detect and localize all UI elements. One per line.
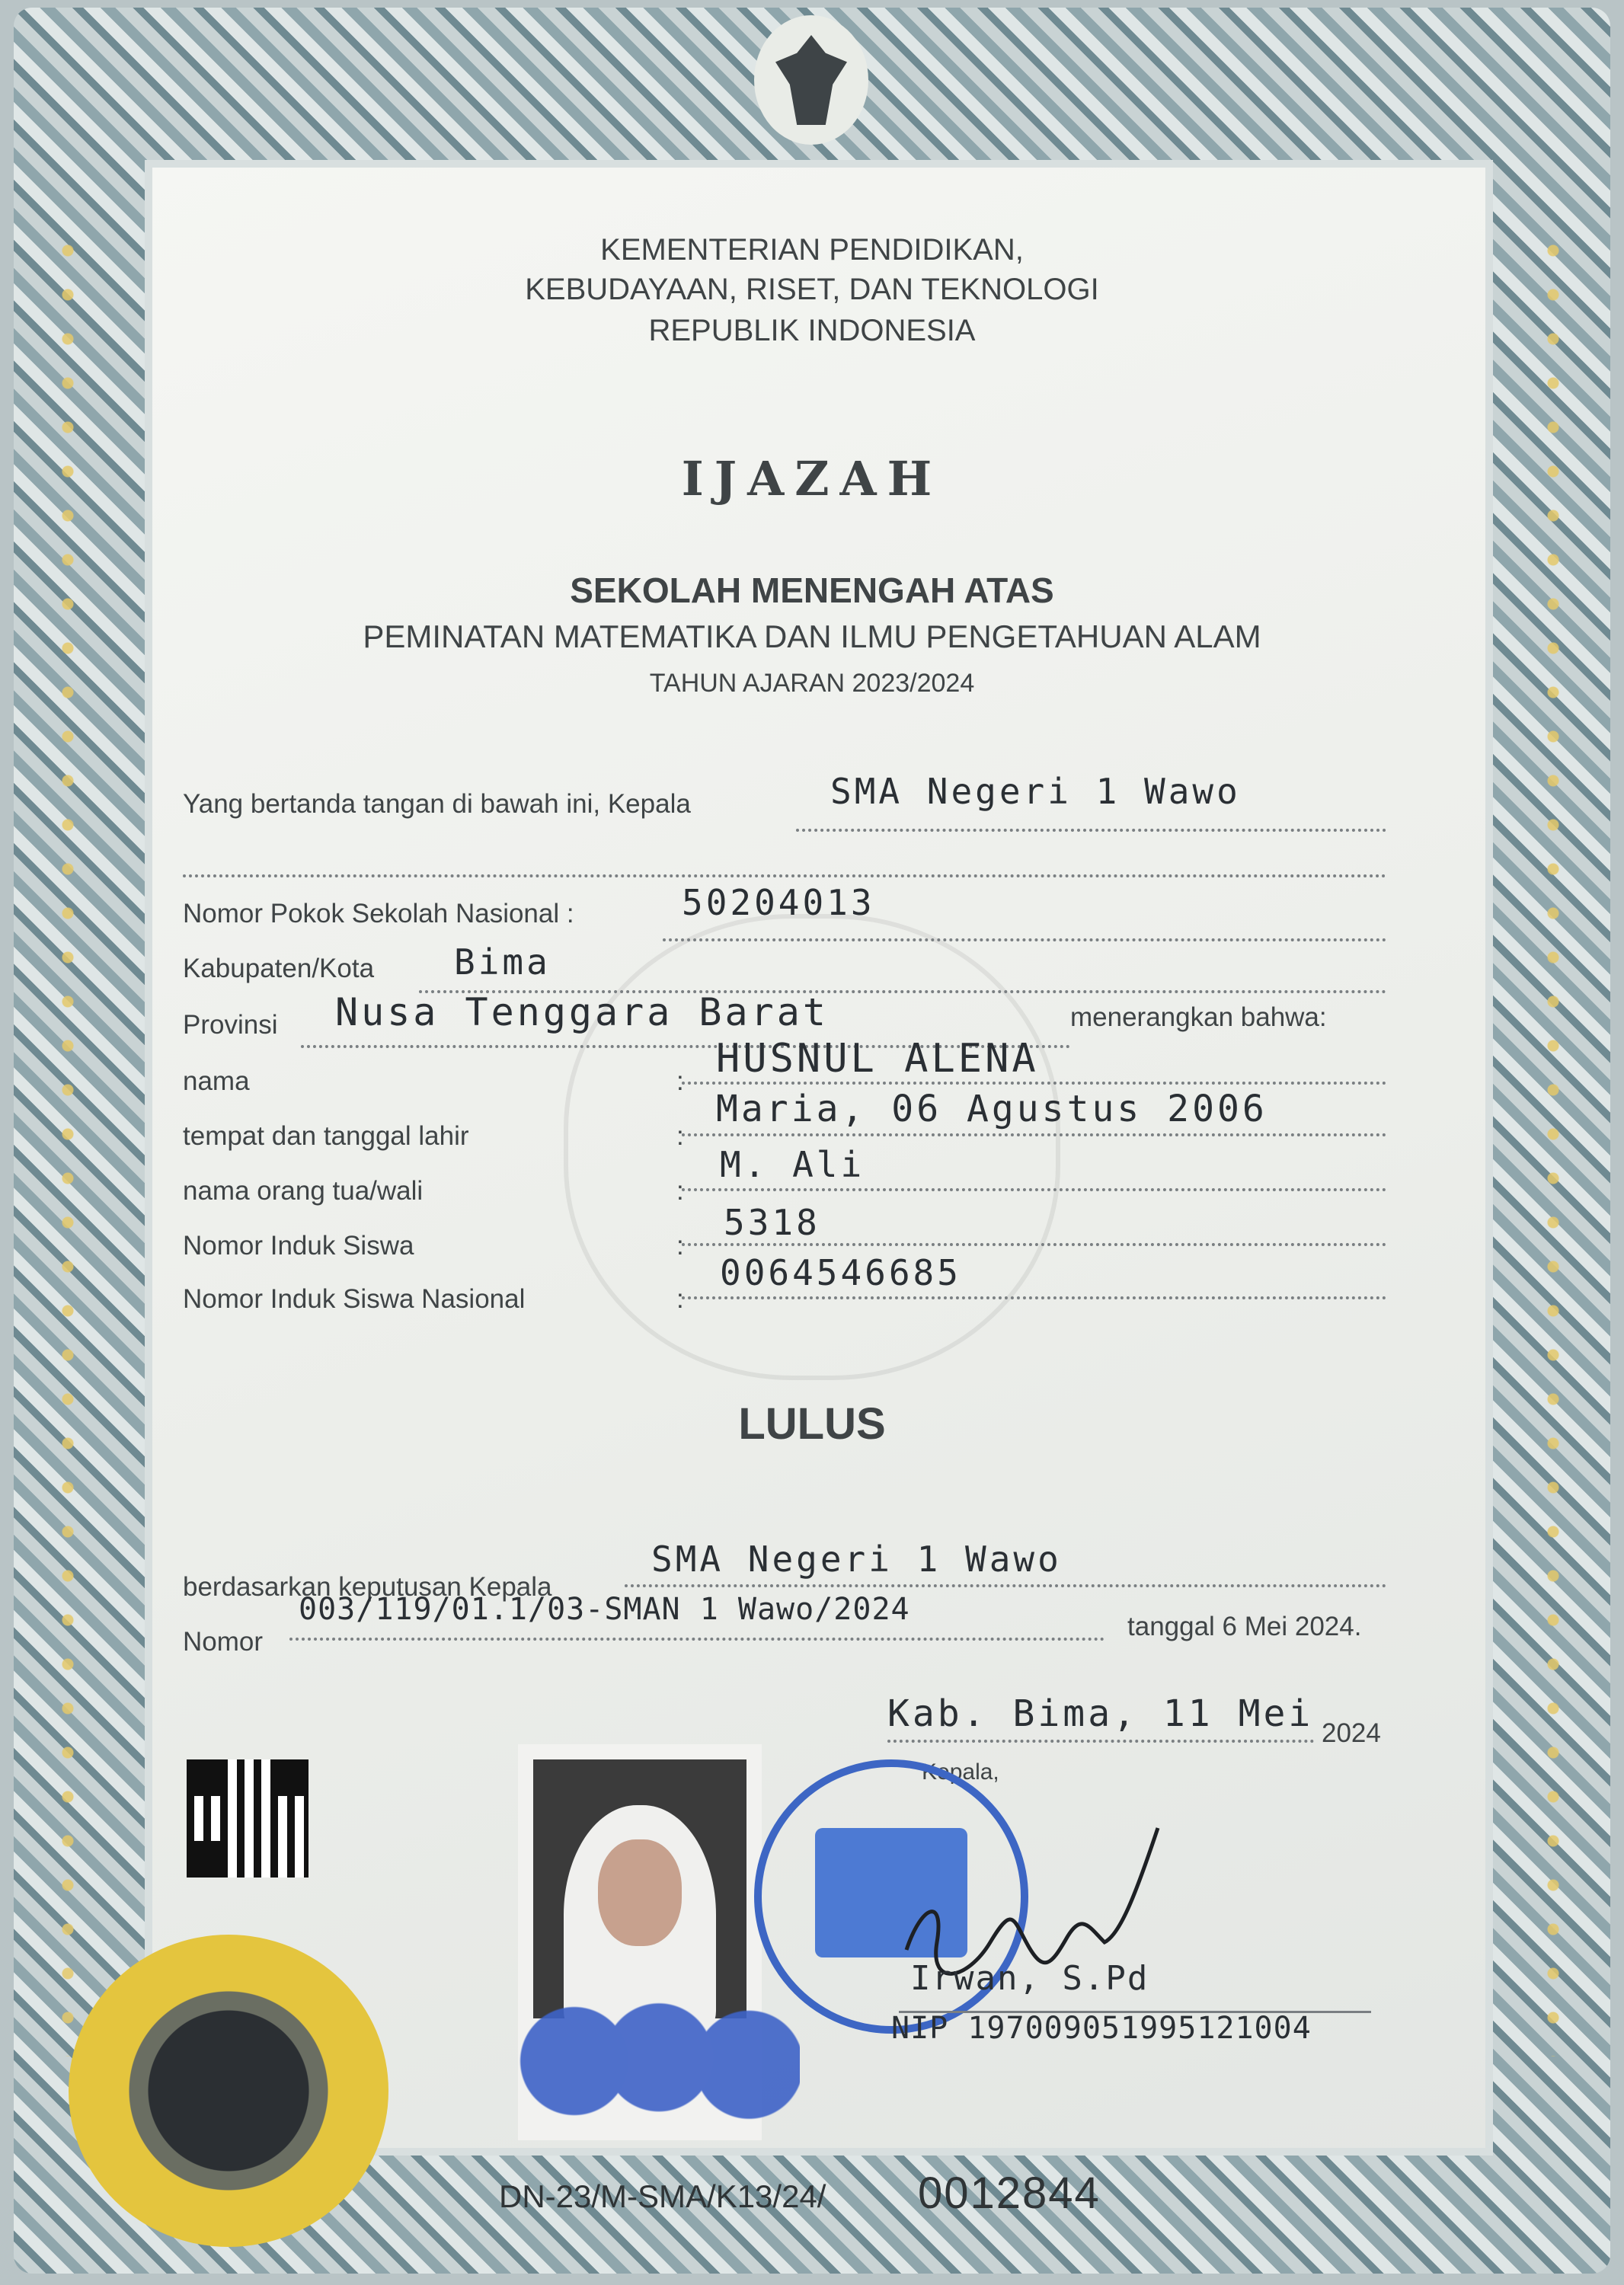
principal-name: Irwan, S.Pd — [910, 1959, 1149, 1998]
embossed-seal — [69, 1935, 388, 2247]
nama-value: HUSNUL ALENA — [716, 1036, 1039, 1082]
prov-label: Provinsi — [183, 1010, 278, 1040]
fill-line — [183, 874, 1386, 877]
ttl-value: Maria, 06 Agustus 2006 — [716, 1088, 1268, 1130]
nis-value: 5318 — [724, 1202, 820, 1243]
academic-year: TAHUN AJARAN 2023/2024 — [649, 669, 975, 698]
fill-line — [682, 1133, 1386, 1136]
graduation-status: LULUS — [738, 1399, 886, 1449]
signature-year: 2024 — [1322, 1718, 1381, 1748]
ministry-line-1: KEMENTERIAN PENDIDIKAN, — [600, 233, 1024, 267]
nisn-label: Nomor Induk Siswa Nasional — [183, 1284, 526, 1314]
nomor-value: 003/119/01.1/03-SMAN 1 Wawo/2024 — [299, 1592, 910, 1627]
intro-label: Yang bertanda tangan di bawah ini, Kepala — [183, 789, 691, 819]
decision-date: tanggal 6 Mei 2024. — [1127, 1612, 1362, 1641]
principal-nip: NIP 197009051995121004 — [891, 2011, 1312, 2046]
fill-line — [887, 1740, 1314, 1743]
fill-line — [682, 1243, 1386, 1246]
nama-label: nama — [183, 1066, 250, 1096]
fill-line — [682, 1188, 1386, 1191]
kab-label: Kabupaten/Kota — [183, 954, 375, 983]
kab-value: Bima — [454, 941, 551, 983]
npsn-label: Nomor Pokok Sekolah Nasional : — [183, 899, 574, 928]
nisn-value: 0064546685 — [720, 1252, 961, 1293]
colon: : — [676, 1066, 684, 1096]
fill-line — [663, 938, 1386, 941]
intro-value: SMA Negeri 1 Wawo — [830, 771, 1241, 812]
menerangkan-label: menerangkan bahwa: — [1070, 1002, 1327, 1032]
fill-line — [682, 1296, 1386, 1299]
nis-label: Nomor Induk Siswa — [183, 1231, 414, 1261]
place-date: Kab. Bima, 11 Mei — [887, 1692, 1314, 1735]
fill-line — [289, 1638, 1105, 1641]
ortu-label: nama orang tua/wali — [183, 1176, 424, 1206]
serial-prefix: DN-23/M-SMA/K13/24/ — [499, 2178, 826, 2214]
serial-number: 0012844 — [918, 2168, 1101, 2218]
qr-code — [187, 1759, 308, 1878]
colon: : — [676, 1231, 684, 1261]
document-title: IJAZAH — [681, 451, 943, 507]
decision-label: berdasarkan keputusan Kepala — [183, 1572, 552, 1602]
garuda-emblem-icon — [754, 15, 868, 145]
ministry-line-2: KEBUDAYAAN, RISET, DAN TEKNOLOGI — [525, 273, 1099, 306]
ttl-label: tempat dan tanggal lahir — [183, 1121, 469, 1151]
ortu-value: M. Ali — [720, 1144, 865, 1185]
fill-line — [625, 1584, 1386, 1587]
ministry-line-3: REPUBLIK INDONESIA — [648, 314, 976, 347]
npsn-value: 50204013 — [682, 882, 875, 923]
colon: : — [676, 1121, 684, 1151]
school-type: SEKOLAH MENENGAH ATAS — [570, 570, 1054, 610]
signature-role: Kepala, — [922, 1759, 999, 1785]
decision-value: SMA Negeri 1 Wawo — [651, 1539, 1062, 1580]
student-photo — [518, 1744, 762, 2140]
fill-line — [682, 1082, 1386, 1085]
colon: : — [676, 1176, 684, 1206]
prov-value: Nusa Tenggara Barat — [335, 990, 829, 1034]
program-line: PEMINATAN MATEMATIKA DAN ILMU PENGETAHUAN ALAM — [363, 618, 1261, 654]
colon: : — [676, 1284, 684, 1314]
nomor-label: Nomor — [183, 1627, 264, 1657]
fill-line — [796, 829, 1386, 832]
